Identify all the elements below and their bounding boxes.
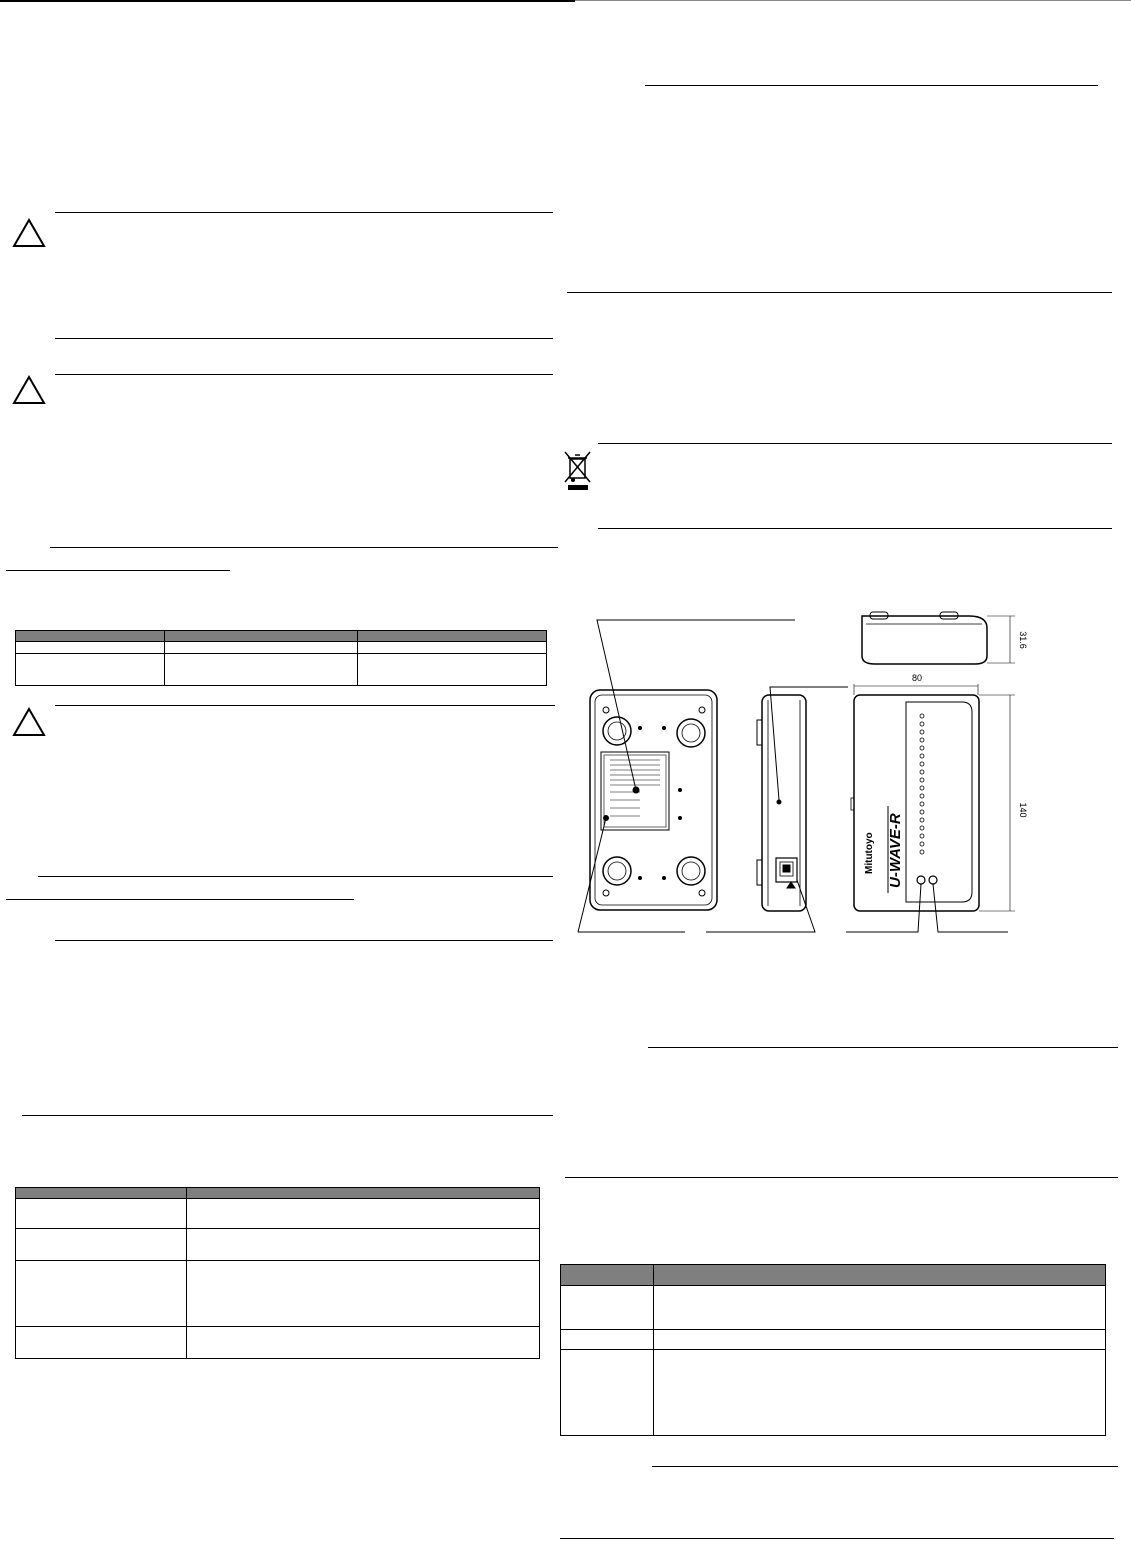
table-2 <box>15 1187 540 1359</box>
product-technical-drawing <box>570 600 1030 945</box>
warning-triangle-icon <box>12 707 46 737</box>
table-row <box>561 1330 1106 1350</box>
table-header-row <box>561 1265 1106 1286</box>
warning-3-top-rule <box>55 705 555 706</box>
top-view <box>862 612 1015 664</box>
dimension-width-label: 80 <box>911 673 923 683</box>
front-view <box>851 684 1015 911</box>
side-view <box>757 695 806 911</box>
note-bottom-rule <box>22 1115 553 1116</box>
top-border-left <box>0 0 575 2</box>
crossed-out-wheelie-bin-icon <box>563 448 593 492</box>
weee-bottom-rule <box>598 528 1112 529</box>
bottom-view <box>590 690 717 910</box>
table-1 <box>15 630 547 686</box>
warning-1-top-rule <box>55 212 553 213</box>
product-logo-text: U-WAVE-R <box>887 813 904 888</box>
right-rule-1 <box>645 85 1098 86</box>
table-row <box>561 1350 1106 1436</box>
warning-2-bottom-rule <box>50 547 558 548</box>
warning-2-top-rule <box>55 374 553 375</box>
warning-3-bottom-rule <box>38 876 553 877</box>
weee-top-rule <box>598 443 1112 444</box>
table-header-row <box>16 631 547 642</box>
top-border-right <box>575 0 1131 1</box>
section-heading-underline <box>6 899 354 900</box>
note-top-rule <box>55 940 553 941</box>
table-row <box>16 642 547 654</box>
warning-triangle-icon <box>12 375 46 405</box>
right-rule-4 <box>565 1177 1118 1178</box>
table-row <box>16 1327 540 1359</box>
table-row <box>16 1261 540 1327</box>
right-rule-5 <box>652 1466 1118 1467</box>
table-row <box>16 1229 540 1261</box>
dimension-length-label: 140 <box>1018 802 1028 818</box>
warning-triangle-icon <box>12 218 46 248</box>
right-rule-6 <box>560 1538 1114 1539</box>
table-row <box>16 1199 540 1229</box>
dimension-height-label: 31.6 <box>1018 631 1028 649</box>
right-rule-2 <box>567 292 1112 293</box>
table-3 <box>560 1264 1106 1436</box>
section-heading-underline <box>6 570 230 571</box>
warning-1-bottom-rule <box>55 338 553 339</box>
table-header-row <box>16 1188 540 1199</box>
table-row <box>561 1286 1106 1330</box>
brand-logo-text: Mitutoyo <box>864 832 875 874</box>
table-row <box>16 654 547 686</box>
right-rule-3 <box>648 1047 1118 1048</box>
